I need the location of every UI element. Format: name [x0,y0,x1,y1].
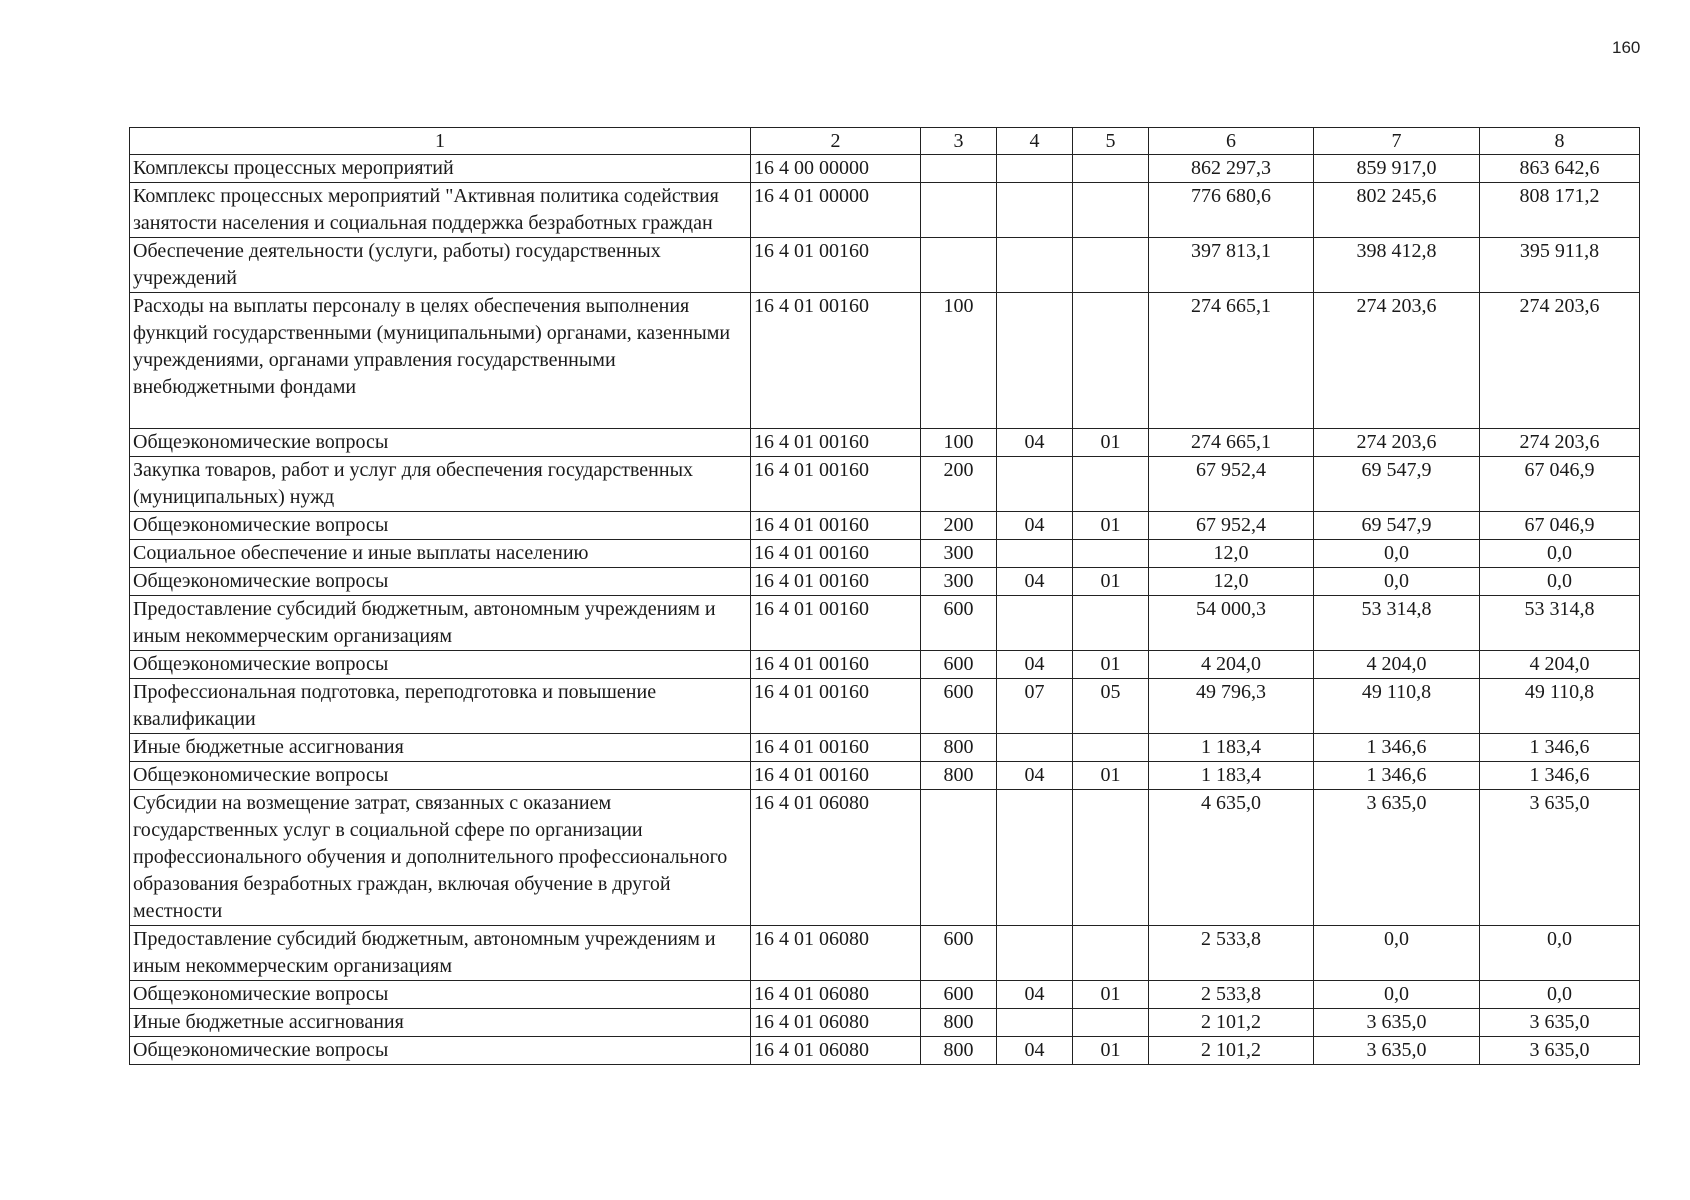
row-name: Предоставление субсидий бюджетным, автономным учреждениям и иным некоммерческим организациям [130,926,751,981]
row-target-code: 16 4 01 00160 [751,596,921,651]
header-col-6: 6 [1149,128,1314,155]
row-section: 04 [997,512,1073,540]
row-expense-type [921,155,997,183]
row-expense-type: 200 [921,457,997,512]
table-row [130,790,1640,926]
row-target-code: 16 4 01 00160 [751,238,921,293]
header-col-5: 5 [1073,128,1149,155]
row-value-6: 274 665,1 [1149,293,1314,429]
row-expense-type: 800 [921,1009,997,1037]
row-target-code: 16 4 01 00160 [751,540,921,568]
row-value-7: 0,0 [1314,926,1480,981]
row-value-6: 54 000,3 [1149,596,1314,651]
row-subsection: 01 [1073,568,1149,596]
row-subsection: 01 [1073,651,1149,679]
row-name: Закупка товаров, работ и услуг для обеспечения государственных (муниципальных) нужд [130,457,751,512]
table-row [130,1037,1640,1065]
row-subsection [1073,734,1149,762]
row-target-code: 16 4 01 00160 [751,429,921,457]
row-name: Комплекс процессных мероприятий "Активная политика содействия занятости населения и социальная поддержка безработных граждан [130,183,751,238]
row-value-8: 863 642,6 [1480,155,1640,183]
row-expense-type [921,238,997,293]
header-col-3: 3 [921,128,997,155]
table-row [130,734,1640,762]
row-section: 07 [997,679,1073,734]
row-section [997,238,1073,293]
row-expense-type [921,183,997,238]
row-value-7: 274 203,6 [1314,429,1480,457]
row-value-8: 3 635,0 [1480,790,1640,926]
row-expense-type: 600 [921,596,997,651]
row-section [997,540,1073,568]
row-target-code: 16 4 01 00160 [751,679,921,734]
row-name: Предоставление субсидий бюджетным, автономным учреждениям и иным некоммерческим организациям [130,596,751,651]
row-value-8: 274 203,6 [1480,429,1640,457]
row-value-8: 4 204,0 [1480,651,1640,679]
row-value-7: 0,0 [1314,568,1480,596]
row-expense-type: 100 [921,429,997,457]
table-row [130,155,1640,183]
row-section [997,596,1073,651]
row-value-6: 397 813,1 [1149,238,1314,293]
row-subsection: 01 [1073,762,1149,790]
row-name: Общеэкономические вопросы [130,762,751,790]
row-target-code: 16 4 01 00160 [751,762,921,790]
row-name: Общеэкономические вопросы [130,568,751,596]
row-value-7: 0,0 [1314,540,1480,568]
row-section [997,183,1073,238]
row-value-6: 67 952,4 [1149,457,1314,512]
table-row [130,238,1640,293]
row-name: Профессиональная подготовка, переподготовка и повышение квалификации [130,679,751,734]
row-section: 04 [997,568,1073,596]
page-number: 160 [1612,38,1641,57]
row-subsection [1073,238,1149,293]
row-value-7: 4 204,0 [1314,651,1480,679]
row-expense-type: 800 [921,1037,997,1065]
row-section: 04 [997,762,1073,790]
row-value-8: 808 171,2 [1480,183,1640,238]
row-subsection [1073,293,1149,429]
row-target-code: 16 4 01 06080 [751,1009,921,1037]
row-subsection: 01 [1073,1037,1149,1065]
row-target-code: 16 4 01 00160 [751,734,921,762]
row-subsection [1073,183,1149,238]
row-value-7: 274 203,6 [1314,293,1480,429]
row-target-code: 16 4 01 00160 [751,568,921,596]
table-row [130,762,1640,790]
header-col-2: 2 [751,128,921,155]
row-value-6: 862 297,3 [1149,155,1314,183]
header-col-1: 1 [130,128,751,155]
header-col-4: 4 [997,128,1073,155]
row-value-7: 802 245,6 [1314,183,1480,238]
row-value-6: 274 665,1 [1149,429,1314,457]
row-subsection [1073,457,1149,512]
row-value-7: 0,0 [1314,981,1480,1009]
row-value-8: 0,0 [1480,926,1640,981]
row-value-8: 1 346,6 [1480,762,1640,790]
row-section [997,457,1073,512]
row-target-code: 16 4 01 00000 [751,183,921,238]
row-section: 04 [997,1037,1073,1065]
row-value-6: 49 796,3 [1149,679,1314,734]
row-value-8: 67 046,9 [1480,457,1640,512]
row-target-code: 16 4 01 06080 [751,1037,921,1065]
row-section [997,293,1073,429]
row-value-8: 3 635,0 [1480,1009,1640,1037]
row-value-6: 4 204,0 [1149,651,1314,679]
row-value-8: 0,0 [1480,540,1640,568]
row-subsection: 01 [1073,512,1149,540]
row-value-6: 2 533,8 [1149,981,1314,1009]
row-name: Иные бюджетные ассигнования [130,1009,751,1037]
table-row [130,926,1640,981]
row-name: Расходы на выплаты персоналу в целях обеспечения выполнения функций государственными (муниципальными) органами, казенными учреждениями, органами управления государственными внебюджетными фондами [130,293,751,429]
header-row [130,128,1640,155]
table-row [130,540,1640,568]
table-row [130,981,1640,1009]
table-row [130,596,1640,651]
header-col-8: 8 [1480,128,1640,155]
table-row [130,293,1640,429]
table-row [130,512,1640,540]
row-value-6: 67 952,4 [1149,512,1314,540]
row-section [997,155,1073,183]
row-value-6: 776 680,6 [1149,183,1314,238]
row-expense-type: 300 [921,540,997,568]
row-subsection [1073,926,1149,981]
row-section [997,926,1073,981]
row-expense-type: 600 [921,679,997,734]
row-value-8: 1 346,6 [1480,734,1640,762]
row-section: 04 [997,651,1073,679]
row-target-code: 16 4 01 06080 [751,981,921,1009]
row-value-8: 3 635,0 [1480,1037,1640,1065]
row-name: Иные бюджетные ассигнования [130,734,751,762]
row-target-code: 16 4 00 00000 [751,155,921,183]
row-name: Субсидии на возмещение затрат, связанных с оказанием государственных услуг в социальной сфере по организации профессионального обучения и дополнительного профессионального образования безработных граждан, включая обучение в другой местности [130,790,751,926]
table-row [130,651,1640,679]
row-value-7: 3 635,0 [1314,1037,1480,1065]
table-row [130,1009,1640,1037]
row-expense-type: 800 [921,762,997,790]
row-value-6: 4 635,0 [1149,790,1314,926]
row-value-8: 67 046,9 [1480,512,1640,540]
row-target-code: 16 4 01 00160 [751,457,921,512]
row-value-8: 0,0 [1480,981,1640,1009]
table-row [130,679,1640,734]
row-value-7: 1 346,6 [1314,762,1480,790]
row-subsection [1073,1009,1149,1037]
row-subsection [1073,596,1149,651]
row-subsection [1073,155,1149,183]
row-value-7: 49 110,8 [1314,679,1480,734]
table-row [130,568,1640,596]
row-expense-type: 600 [921,651,997,679]
row-section [997,790,1073,926]
table-row [130,183,1640,238]
row-subsection [1073,790,1149,926]
row-value-7: 3 635,0 [1314,1009,1480,1037]
row-section: 04 [997,981,1073,1009]
row-section [997,734,1073,762]
row-expense-type [921,790,997,926]
row-value-6: 12,0 [1149,568,1314,596]
row-value-7: 3 635,0 [1314,790,1480,926]
table-row [130,457,1640,512]
row-value-7: 398 412,8 [1314,238,1480,293]
row-value-8: 53 314,8 [1480,596,1640,651]
row-value-6: 1 183,4 [1149,734,1314,762]
row-value-7: 1 346,6 [1314,734,1480,762]
row-value-6: 1 183,4 [1149,762,1314,790]
row-subsection [1073,540,1149,568]
row-target-code: 16 4 01 00160 [751,651,921,679]
row-expense-type: 600 [921,981,997,1009]
row-value-6: 2 101,2 [1149,1009,1314,1037]
row-value-6: 12,0 [1149,540,1314,568]
row-expense-type: 100 [921,293,997,429]
row-expense-type: 800 [921,734,997,762]
row-expense-type: 600 [921,926,997,981]
row-value-8: 395 911,8 [1480,238,1640,293]
row-section: 04 [997,429,1073,457]
row-expense-type: 200 [921,512,997,540]
row-name: Социальное обеспечение и иные выплаты населению [130,540,751,568]
row-name: Общеэкономические вопросы [130,512,751,540]
budget-table [129,127,1640,1065]
row-value-8: 0,0 [1480,568,1640,596]
row-name: Обеспечение деятельности (услуги, работы) государственных учреждений [130,238,751,293]
row-name: Общеэкономические вопросы [130,1037,751,1065]
row-value-8: 274 203,6 [1480,293,1640,429]
row-subsection: 01 [1073,981,1149,1009]
row-name: Общеэкономические вопросы [130,981,751,1009]
row-subsection: 05 [1073,679,1149,734]
row-value-7: 69 547,9 [1314,457,1480,512]
row-section [997,1009,1073,1037]
row-value-7: 69 547,9 [1314,512,1480,540]
table-row [130,429,1640,457]
header-col-7: 7 [1314,128,1480,155]
row-value-7: 859 917,0 [1314,155,1480,183]
row-target-code: 16 4 01 06080 [751,790,921,926]
row-target-code: 16 4 01 06080 [751,926,921,981]
row-value-6: 2 533,8 [1149,926,1314,981]
row-target-code: 16 4 01 00160 [751,512,921,540]
row-name: Общеэкономические вопросы [130,429,751,457]
row-name: Комплексы процессных мероприятий [130,155,751,183]
row-expense-type: 300 [921,568,997,596]
row-target-code: 16 4 01 00160 [751,293,921,429]
row-name: Общеэкономические вопросы [130,651,751,679]
row-value-8: 49 110,8 [1480,679,1640,734]
row-subsection: 01 [1073,429,1149,457]
row-value-6: 2 101,2 [1149,1037,1314,1065]
row-value-7: 53 314,8 [1314,596,1480,651]
